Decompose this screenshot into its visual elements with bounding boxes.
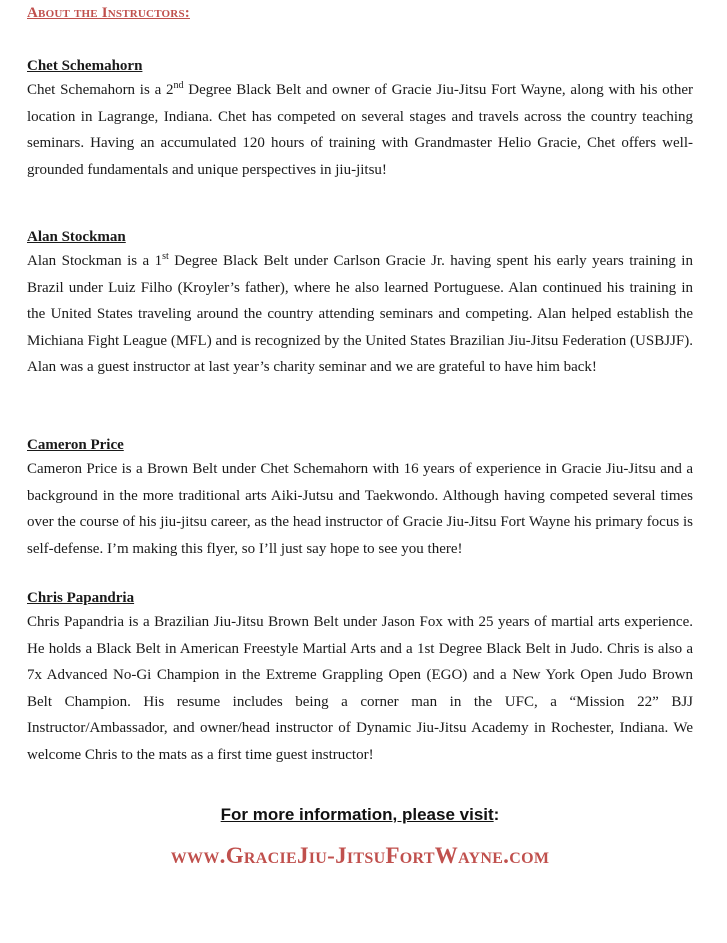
instructor-bio-alan — [27, 228, 693, 381]
instructor-name: Chet Schemahorn — [27, 58, 143, 74]
instructor-name: Chris Papandria — [27, 590, 135, 606]
instructor-bio-chet — [27, 57, 693, 183]
more-info-colon: : — [493, 805, 500, 824]
instructor-description: Alan Stockman is a 1st Degree Black Belt under Carlson Gracie Jr. having spent his early years training in Brazil under Luiz Filho (Kroyler’s father), where he also learned Portuguese. Alan continued his training in the United States traveling around the country attending seminars and competing. Alan helped establish the Michiana Fight League (MFL) and is recognized by the United States Brazilian Jiu-Jitsu Federation (USBJJF). Alan was a guest instructor at last year’s charity seminar and we are grateful to have him back! — [27, 251, 693, 375]
more-info-line — [27, 805, 693, 825]
instructor-name: Alan Stockman — [27, 229, 126, 245]
instructor-bio-chris — [27, 589, 693, 768]
section-heading: About the Instructors: — [27, 5, 190, 21]
instructor-description: Chet Schemahorn is a 2nd Degree Black Belt and owner of Gracie Jiu-Jitsu Fort Wayne, along with his other location in Lagrange, Indiana. Chet has competed on several stages and travels across the country teaching seminars. Having an accumulated 120 hours of training with Grandmaster Helio Gracie, Chet offers well-grounded fundamentals and unique perspectives in jiu-jitsu! — [27, 80, 693, 178]
more-info-text: For more information, please visit — [220, 805, 494, 824]
instructor-name: Cameron Price — [27, 437, 124, 453]
instructor-bio-cameron — [27, 436, 693, 562]
website-link[interactable]: www.GracieJiu-JitsuFortWayne.com — [170, 843, 550, 868]
instructor-description: Cameron Price is a Brown Belt under Chet Schemahorn with 16 years of experience in Gracie Jiu-Jitsu and a background in the more traditional arts Aiki-Jutsu and Taekwondo. Although having competed several times over the course of his jiu-jitsu career, as the head instructor of Gracie Jiu-Jitsu Fort Wayne his primary focus is self-defense. I’m making this flyer, so I’ll just say hope to see you there! — [27, 461, 693, 557]
instructor-description: Chris Papandria is a Brazilian Jiu-Jitsu Brown Belt under Jason Fox with 25 years of martial arts experience. He holds a Black Belt in American Freestyle Martial Arts and a 1st Degree Black Belt in Judo. Chris is also a 7x Advanced No-Gi Champion in the Extreme Grappling Open (EGO) and a New York Open Judo Brown Belt Champion. His resume includes being a corner man in the UFC, a “Mission 22” BJJ Instructor/Ambassador, and owner/head instructor of Dynamic Jiu-Jitsu Academy in Rochester, Indiana. We welcome Chris to the mats as a first time guest instructor! — [27, 614, 693, 763]
